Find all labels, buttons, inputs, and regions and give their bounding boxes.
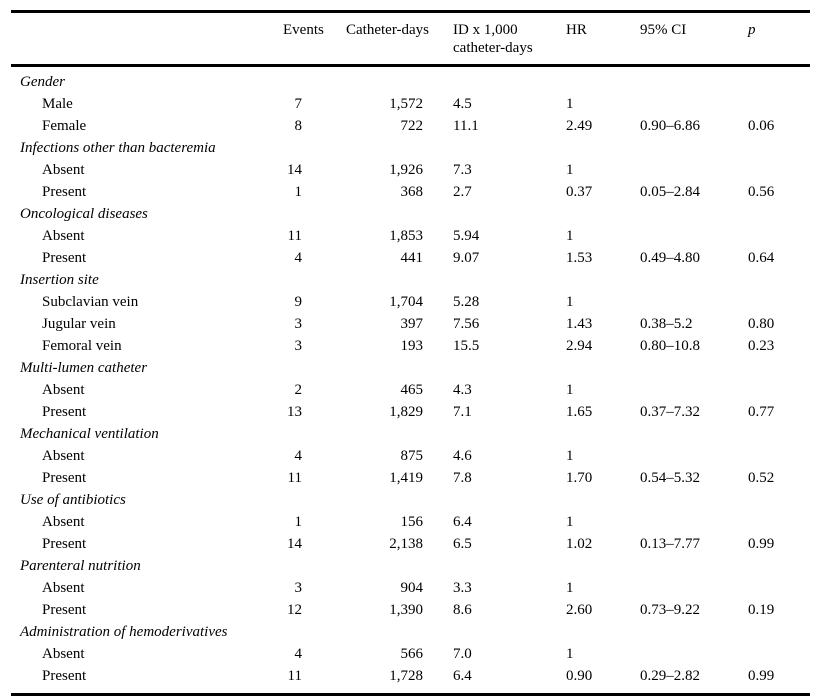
- section-header: Parenteral nutrition: [20, 558, 141, 574]
- table-row: [11, 247, 810, 269]
- row-label: Absent: [42, 580, 85, 596]
- hr-cell: 1: [566, 228, 574, 244]
- id-rate-cell: 9.07: [453, 250, 480, 266]
- table-body: [11, 66, 810, 695]
- table-row: [11, 401, 810, 423]
- catheter-days-cell: 368: [400, 184, 423, 200]
- p-cell: 0.77: [748, 404, 775, 420]
- p-cell: 0.80: [748, 316, 775, 332]
- ci-cell: 0.37–7.32: [640, 404, 700, 420]
- section-header-row: [11, 66, 810, 94]
- row-label: Present: [42, 404, 87, 420]
- p-cell: 0.52: [748, 470, 775, 486]
- catheter-days-cell: 1,853: [389, 228, 423, 244]
- ci-cell: 0.13–7.77: [640, 536, 700, 552]
- risk-factor-table-container: [11, 10, 810, 696]
- section-header: Insertion site: [20, 272, 99, 288]
- column-header-id-rate-line2: catheter-days: [453, 40, 533, 56]
- section-header-row: [11, 621, 810, 643]
- ci-cell: [640, 445, 748, 467]
- id-rate-cell: 3.3: [453, 580, 472, 596]
- column-header-id-rate: [453, 12, 566, 66]
- catheter-days-cell: 193: [400, 338, 423, 354]
- events-cell: 11: [287, 668, 302, 684]
- ci-cell: 0.29–2.82: [640, 668, 700, 684]
- ci-cell: [640, 379, 748, 401]
- row-label: Female: [42, 118, 87, 134]
- section-header-row: [11, 555, 810, 577]
- ci-cell: 0.54–5.32: [640, 470, 700, 486]
- p-cell: [748, 291, 810, 313]
- ci-cell: 0.73–9.22: [640, 602, 700, 618]
- row-label: Present: [42, 602, 87, 618]
- section-header-row: [11, 137, 810, 159]
- table-header-row: [11, 12, 810, 66]
- p-cell: [748, 159, 810, 181]
- table-row: [11, 93, 810, 115]
- catheter-days-cell: 156: [400, 514, 423, 530]
- hr-cell: 0.37: [566, 184, 593, 200]
- catheter-days-cell: 904: [400, 580, 423, 596]
- section-header: Mechanical ventilation: [20, 426, 159, 442]
- section-header: Administration of hemoderivatives: [20, 624, 228, 640]
- events-cell: 4: [294, 448, 302, 464]
- table-row: [11, 511, 810, 533]
- id-rate-cell: 4.6: [453, 448, 472, 464]
- hr-cell: 1.43: [566, 316, 593, 332]
- row-label: Absent: [42, 162, 85, 178]
- p-cell: [748, 93, 810, 115]
- table-row: [11, 181, 810, 203]
- row-label: Absent: [42, 646, 85, 662]
- p-cell: 0.64: [748, 250, 775, 266]
- table-row: [11, 599, 810, 621]
- table-row: [11, 643, 810, 665]
- column-header-empty: [11, 12, 283, 66]
- table-row: [11, 467, 810, 489]
- catheter-days-cell: 1,829: [389, 404, 423, 420]
- catheter-days-cell: 1,572: [389, 96, 423, 112]
- column-header-events: Events: [283, 12, 346, 66]
- p-cell: 0.23: [748, 338, 775, 354]
- id-rate-cell: 6.5: [453, 536, 472, 552]
- hr-cell: 1: [566, 162, 574, 178]
- hr-cell: 2.60: [566, 602, 593, 618]
- hr-cell: 1.70: [566, 470, 593, 486]
- ci-cell: [640, 511, 748, 533]
- section-header: Multi-lumen catheter: [20, 360, 148, 376]
- ci-cell: [640, 225, 748, 247]
- events-cell: 3: [294, 316, 302, 332]
- ci-cell: 0.49–4.80: [640, 250, 700, 266]
- section-header: Infections other than bacteremia: [20, 140, 216, 156]
- row-label: Absent: [42, 514, 85, 530]
- table-row: [11, 665, 810, 695]
- events-cell: 7: [294, 96, 302, 112]
- row-label: Present: [42, 536, 87, 552]
- events-cell: 11: [287, 228, 302, 244]
- p-cell: [748, 577, 810, 599]
- table-row: [11, 445, 810, 467]
- id-rate-cell: 4.5: [453, 96, 472, 112]
- table-row: [11, 291, 810, 313]
- row-label: Male: [42, 96, 73, 112]
- events-cell: 12: [287, 602, 302, 618]
- id-rate-cell: 7.56: [453, 316, 480, 332]
- hr-cell: 1.02: [566, 536, 593, 552]
- events-cell: 4: [294, 250, 302, 266]
- column-header-p: p: [748, 12, 810, 66]
- events-cell: 3: [294, 580, 302, 596]
- events-cell: 1: [294, 514, 302, 530]
- catheter-days-cell: 397: [400, 316, 423, 332]
- row-label: Absent: [42, 382, 85, 398]
- events-cell: 11: [287, 470, 302, 486]
- id-rate-cell: 2.7: [453, 184, 472, 200]
- row-label: Present: [42, 250, 87, 266]
- table-header: [11, 12, 810, 66]
- events-cell: 14: [287, 536, 302, 552]
- ci-cell: 0.38–5.2: [640, 316, 693, 332]
- section-header-row: [11, 489, 810, 511]
- p-cell: 0.06: [748, 118, 775, 134]
- id-rate-cell: 11.1: [453, 118, 479, 134]
- hr-cell: 1: [566, 294, 574, 310]
- section-header-row: [11, 423, 810, 445]
- id-rate-cell: 7.8: [453, 470, 472, 486]
- column-header-hr: HR: [566, 12, 640, 66]
- p-cell: 0.99: [748, 536, 775, 552]
- hr-cell: 1: [566, 448, 574, 464]
- table-row: [11, 335, 810, 357]
- events-cell: 13: [287, 404, 302, 420]
- hr-cell: 1.65: [566, 404, 593, 420]
- section-header: Gender: [20, 74, 65, 90]
- p-cell: [748, 225, 810, 247]
- ci-cell: [640, 93, 748, 115]
- section-header-row: [11, 357, 810, 379]
- catheter-days-cell: 1,926: [389, 162, 423, 178]
- ci-cell: [640, 291, 748, 313]
- id-rate-cell: 7.0: [453, 646, 472, 662]
- risk-factor-table: [11, 10, 810, 696]
- catheter-days-cell: 722: [400, 118, 423, 134]
- events-cell: 4: [294, 646, 302, 662]
- catheter-days-cell: 1,728: [389, 668, 423, 684]
- hr-cell: 1: [566, 580, 574, 596]
- hr-cell: 2.94: [566, 338, 593, 354]
- id-rate-cell: 7.3: [453, 162, 472, 178]
- catheter-days-cell: 1,419: [389, 470, 423, 486]
- events-cell: 3: [294, 338, 302, 354]
- catheter-days-cell: 465: [400, 382, 423, 398]
- row-label: Absent: [42, 448, 85, 464]
- table-row: [11, 533, 810, 555]
- hr-cell: 1: [566, 382, 574, 398]
- row-label: Present: [42, 668, 87, 684]
- hr-cell: 0.90: [566, 668, 593, 684]
- row-label: Jugular vein: [42, 316, 116, 332]
- section-header-row: [11, 203, 810, 225]
- section-header-row: [11, 269, 810, 291]
- table-row: [11, 225, 810, 247]
- hr-cell: 1.53: [566, 250, 593, 266]
- table-row: [11, 159, 810, 181]
- row-label: Absent: [42, 228, 85, 244]
- id-rate-cell: 7.1: [453, 404, 472, 420]
- p-cell: [748, 379, 810, 401]
- table-row: [11, 115, 810, 137]
- events-cell: 8: [294, 118, 302, 134]
- column-header-ci: 95% CI: [640, 12, 748, 66]
- ci-cell: 0.90–6.86: [640, 118, 700, 134]
- hr-cell: 2.49: [566, 118, 593, 134]
- p-cell: 0.56: [748, 184, 775, 200]
- events-cell: 1: [294, 184, 302, 200]
- table-row: [11, 313, 810, 335]
- catheter-days-cell: 2,138: [389, 536, 423, 552]
- id-rate-cell: 8.6: [453, 602, 472, 618]
- row-label: Present: [42, 470, 87, 486]
- id-rate-cell: 6.4: [453, 514, 472, 530]
- catheter-days-cell: 566: [400, 646, 423, 662]
- id-rate-cell: 5.94: [453, 228, 480, 244]
- ci-cell: [640, 643, 748, 665]
- p-cell: [748, 643, 810, 665]
- ci-cell: [640, 159, 748, 181]
- row-label: Subclavian vein: [42, 294, 139, 310]
- p-cell: 0.19: [748, 602, 775, 618]
- table-row: [11, 577, 810, 599]
- hr-cell: 1: [566, 96, 574, 112]
- p-cell: [748, 511, 810, 533]
- id-rate-cell: 6.4: [453, 668, 472, 684]
- ci-cell: 0.80–10.8: [640, 338, 700, 354]
- p-cell: [748, 445, 810, 467]
- ci-cell: 0.05–2.84: [640, 184, 700, 200]
- ci-cell: [640, 577, 748, 599]
- row-label: Femoral vein: [42, 338, 122, 354]
- catheter-days-cell: 1,704: [389, 294, 423, 310]
- column-header-catheter-days: Catheter-days: [346, 12, 453, 66]
- id-rate-cell: 15.5: [453, 338, 480, 354]
- column-header-id-rate-line1: ID x 1,000: [453, 22, 518, 38]
- catheter-days-cell: 875: [400, 448, 423, 464]
- hr-cell: 1: [566, 646, 574, 662]
- section-header: Oncological diseases: [20, 206, 148, 222]
- catheter-days-cell: 441: [400, 250, 423, 266]
- catheter-days-cell: 1,390: [389, 602, 423, 618]
- events-cell: 9: [294, 294, 302, 310]
- id-rate-cell: 4.3: [453, 382, 472, 398]
- events-cell: 2: [294, 382, 302, 398]
- hr-cell: 1: [566, 514, 574, 530]
- id-rate-cell: 5.28: [453, 294, 480, 310]
- p-cell: 0.99: [748, 668, 775, 684]
- section-header: Use of antibiotics: [20, 492, 126, 508]
- table-row: [11, 379, 810, 401]
- row-label: Present: [42, 184, 87, 200]
- events-cell: 14: [287, 162, 302, 178]
